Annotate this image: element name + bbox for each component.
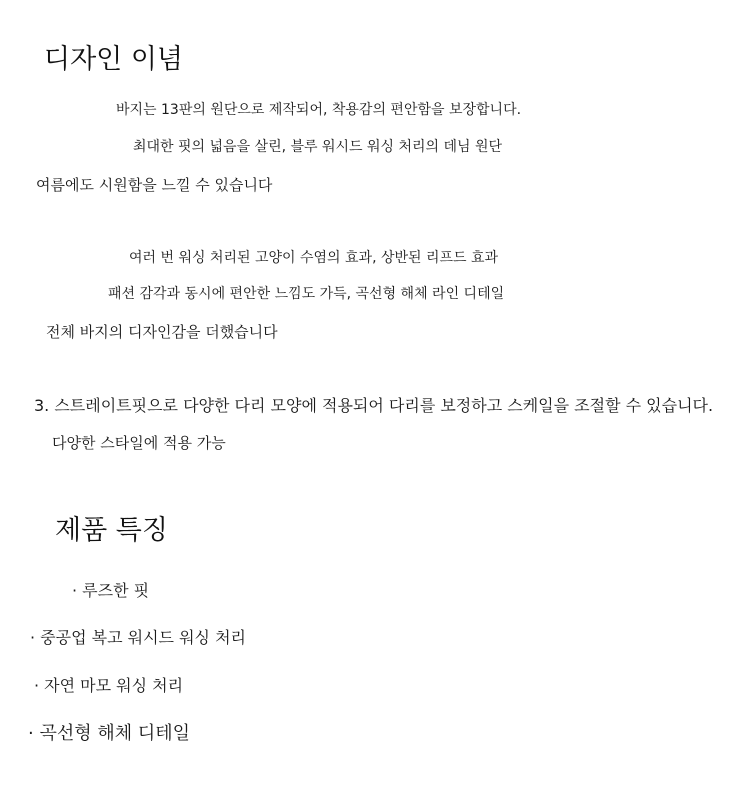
- feature-item-vintage-wash: · 중공업 복고 워시드 워싱 처리: [30, 628, 246, 647]
- design-line-straight-fit: 3. 스트레이트핏으로 다양한 다리 모양에 적용되어 다리를 보정하고 스케일을 조절할 수 있습니다.: [34, 396, 714, 415]
- design-concept-heading: 디자인 이념: [44, 44, 183, 75]
- feature-item-curved-detail: · 곡선형 해체 디테일: [28, 723, 190, 744]
- design-line-whisker: 여러 번 워싱 처리된 고양이 수염의 효과, 상반된 리프드 효과: [129, 250, 499, 266]
- design-line-fabric: 바지는 13판의 원단으로 제작되어, 착용감의 편안함을 보장합니다.: [116, 102, 522, 118]
- feature-item-natural-wear: · 자연 마모 워싱 처리: [34, 676, 184, 695]
- design-line-summer: 여름에도 시원함을 느낄 수 있습니다: [36, 176, 273, 194]
- design-line-fashion: 패션 감각과 동시에 편안한 느낌도 가득, 곡선형 해체 라인 디테일: [108, 286, 505, 302]
- design-line-overall: 전체 바지의 디자인감을 더했습니다: [46, 323, 278, 341]
- feature-item-loose-fit: · 루즈한 핏: [72, 581, 150, 600]
- design-line-denim: 최대한 핏의 넓음을 살린, 블루 워시드 워싱 처리의 데님 원단: [133, 139, 503, 155]
- product-features-heading: 제품 특징: [55, 515, 168, 546]
- design-line-styles: 다양한 스타일에 적용 가능: [52, 434, 226, 452]
